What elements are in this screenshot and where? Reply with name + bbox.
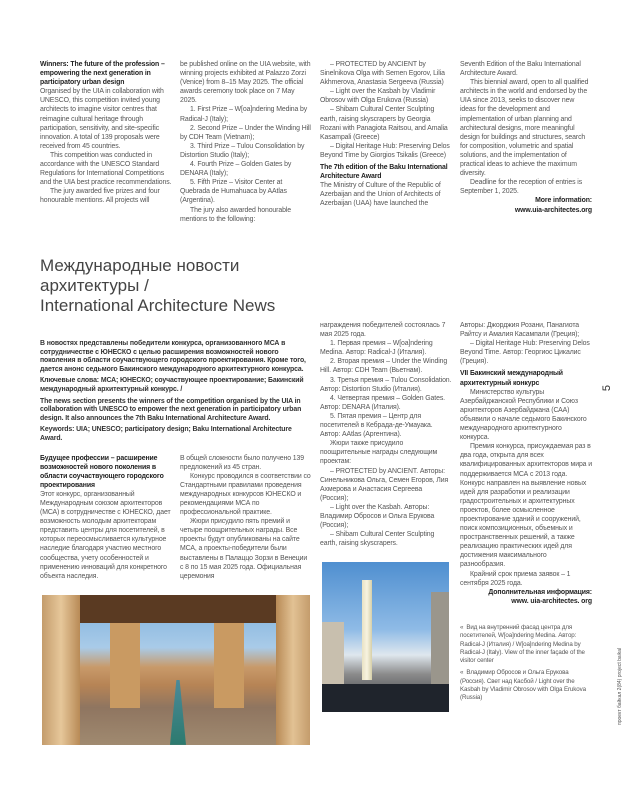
section-heading: The 7th edition of the Baku International Architecture Award xyxy=(320,163,452,181)
paragraph: 5. Пятая премия – Центр для посетителей в Кебрада-де-Умауака. Автор: AAtlas (Аргентина). xyxy=(320,412,452,439)
left-content-block xyxy=(40,256,312,745)
paragraph: Премия конкурса, присуждаемая раз в два года, открыта для всех квалифицированных архитекторов мира и поддерживается МСА с 2013 года. Конкурс направлен на выявление новых идей для разработки и реализации градостроительных и архитектурных проектов, более осмысленное проектирование зданий и сооружений, поиск композиционных, объемных и пространственных решений, а также реализацию практических идей для достижения максимального разнообразия. xyxy=(460,442,592,569)
paragraph: – PROTECTED by ANCIENT by Sinelnikova Olga with Semen Egorov, Lilia Akhmerova, Anastasia Sergeeva (Russia) xyxy=(320,60,452,87)
section-heading: Winners: The future of the profession – empowering the next generation in participatory urban design xyxy=(40,60,172,87)
paragraph: Авторы: Джорджия Розани, Панагиота Райтсу и Амалия Касампали (Греция); xyxy=(460,321,592,339)
abstract-russian: В новостях представлены победители конкурса, организованного МСА в сотрудничестве с ЮНЕСКО с целью расширения возможностей нового поколения в области соучаствующего городского проектирования. Кроме того, дается анонс седьмого Бакинского международного архитектурного конкурса. xyxy=(40,340,308,374)
bottom-column-4 xyxy=(460,321,592,606)
paragraph: 4. Fourth Prize – Golden Gates by DENARA (Italy); xyxy=(180,160,312,178)
paragraph: Deadline for the reception of entries is September 1, 2025. xyxy=(460,178,592,196)
paragraph: The Ministry of Culture of the Republic of Azerbaijan and the Union of Architects of Azerbaijan (UAA) have launched the xyxy=(320,181,452,208)
paragraph: 2. Вторая премия – Under the Winding Hill. Автор: CDH Team (Вьетнам). xyxy=(320,357,452,375)
top-column-3 xyxy=(320,60,452,209)
paragraph: 5. Fifth Prize – Visitor Center at Quebrada de Humahuaca by AAtlas (Argentina). xyxy=(180,178,312,205)
paragraph: Жюри также присудило поощрительные награды следующим проектам: xyxy=(320,439,452,466)
paragraph: Этот конкурс, организованный Международным союзом архитекторов (МСА) в сотрудничестве с ЮНЕСКО, дает возможность молодым архитекторам представить центры для посетителей, в которых переосмысливается культурное наследие благодаря участию местного сообщества, учету особенностей и применению инноваций для конкретного объекта наследия. xyxy=(40,490,172,581)
bottom-columns-left xyxy=(40,454,312,581)
paragraph: – Light over the Kasbah by Vladimir Obrosov with Olga Erukova (Russia) xyxy=(320,87,452,105)
title-russian: Международные новости архитектуры / xyxy=(40,256,312,296)
keywords-russian: Ключевые слова: МСА; ЮНЕСКО; соучаствующее проектирование; Бакинский международный архитектурный конкурс. / xyxy=(40,377,308,394)
bottom-column-2 xyxy=(180,454,312,581)
paragraph: Seventh Edition of the Baku International Architecture Award. xyxy=(460,60,592,78)
paragraph: – Shibam Cultural Center Sculpting earth, raising skyscrapers by Georgia Rozani with Panagiota Raitsou, and Amalia Kasampali (Greece) xyxy=(320,105,452,141)
bottom-column-1 xyxy=(40,454,172,581)
caption-2 xyxy=(460,669,592,702)
more-info: More information: xyxy=(460,196,592,205)
paragraph: be published online on the UIA website, with winning projects exhibited at Palazzo Zorzi (Venice) from 8–15 May 2025. The official awards ceremony took place on 7 May 2025. xyxy=(180,60,312,105)
caption-text: Владимир Обросов и Ольга Ерукова (Россия). Свет над Касбой / Light over the Kasbah by Vladimir Obrosov with Olga Erukova (Russia) xyxy=(460,669,586,701)
paragraph: 4. Четвертая премия – Golden Gates. Автор: DENARA (Италия). xyxy=(320,394,452,412)
abstract xyxy=(40,340,308,444)
paragraph: 1. First Prize – W[oa]ndering Medina by Radical-J (Italy); xyxy=(180,105,312,123)
page-title xyxy=(40,256,312,316)
running-footer: проект байкал 2(84) project baikal xyxy=(617,648,623,725)
more-info: www. uia-architectes. org xyxy=(460,597,592,606)
paragraph: 1. Первая премия – W[oa]ndering Medina. Автор: Radical-J (Италия). xyxy=(320,339,452,357)
page-number: 5 xyxy=(601,385,613,391)
paragraph: This competition was conducted in accordance with the UNESCO Standard Regulations for International Competitions and the UIA best practice recommendations. xyxy=(40,151,172,187)
more-info: Дополнительная информация: xyxy=(460,588,592,597)
abstract-english: The news section presents the winners of the competition organised by the UIA in collaboration with UNESCO to empower the next generation in participatory urban design. It also announces the 7th Baku International Architecture Award. xyxy=(40,398,308,424)
paragraph: – Digital Heritage Hub: Preserving Delos Beyond Time by Giorgios Tsikalis (Greece) xyxy=(320,142,452,160)
keywords-english: Keywords: UIA; UNESCO; participatory design; Baku International Architecture Award. xyxy=(40,426,308,443)
paragraph: The jury awarded five prizes and four honourable mentions. All projects will xyxy=(40,187,172,205)
paragraph: Министерство культуры Азербайджанской Республики и Союз архитекторов Азербайджана (САА) объявили о начале седьмого Бакинского международного архитектурного конкурса. xyxy=(460,388,592,443)
paragraph: В общей сложности было получено 139 предложений из 45 стран. xyxy=(180,454,312,472)
caption-text: Вид на внутренний фасад центра для посетителей, W[oa]ndering Medina. Автор: Radical-J (Италия) / W[oa]ndering Medina by Radical-J (Italy). View of the inner façade of the visitor center xyxy=(460,624,585,664)
paragraph: – Light over the Kasbah. Авторы: Владимир Обросов и Ольга Ерукова (Россия); xyxy=(320,503,452,530)
paragraph: The jury also awarded honourable mentions to the following: xyxy=(180,206,312,224)
photo-light-over-kasbah xyxy=(322,562,449,712)
paragraph: 3. Third Prize – Tulou Consolidation by Distortion Studio (Italy); xyxy=(180,142,312,160)
top-column-2 xyxy=(180,60,312,224)
paragraph: – Digital Heritage Hub: Preserving Delos Beyond Time. Автор: Георгиос Цикалис (Греция). xyxy=(460,339,592,366)
section-heading: Будущее профессии – расширение возможностей нового поколения в области соучаствующего городского проектирования xyxy=(40,454,172,490)
captions xyxy=(460,624,592,703)
paragraph: Жюри присудило пять премий и четыре поощрительных награды. Все проекты будут опубликованы на сайте МСА, а проекты-победители были выставлены в Палаццо Зорзи в Венеции с 8 по 15 мая 2025 года. Официальная церемония xyxy=(180,517,312,581)
bottom-column-4-block xyxy=(460,321,592,707)
title-english: International Architecture News xyxy=(40,296,312,316)
bottom-column-3-block xyxy=(320,321,452,712)
more-info: www.uia-architectes.org xyxy=(460,206,592,215)
paragraph: – PROTECTED by ANCIENT. Авторы: Синельникова Ольга, Семен Егоров, Лия Ахмерова и Анастасия Сергеева (Россия); xyxy=(320,467,452,503)
paragraph: награждения победителей состоялась 7 мая 2025 года. xyxy=(320,321,452,339)
paragraph: This biennial award, open to all qualified architects in the world and endorsed by the UIA since 2013, seeks to discover new ideas for the development and implementation of urban planning and architectural designs, more meaningful design for buildings and structures, search for composition, volumetric and spatial solutions, and the implementation of practical ideas to achieve the maximum diversity. xyxy=(460,78,592,178)
section-heading: VII Бакинский международный архитектурный конкурс xyxy=(460,369,592,387)
top-column-1 xyxy=(40,60,172,206)
paragraph: – Shibam Cultural Center Sculpting earth, raising skyscrapers. xyxy=(320,530,452,548)
paragraph: Конкурс проводился в соответствии со Стандартными правилами проведения международных конкурсов ЮНЕСКО и рекомендациями МСА по профессиональной практике. xyxy=(180,472,312,517)
paragraph: Organised by the UIA in collaboration with UNESCO, this competition invited young architects to imagine visitor centres that reimagine cultural heritage through participation, sensitivity, and site-specific innovation. A total of 139 proposals were received from 45 countries. xyxy=(40,87,172,151)
paragraph: 3. Третья премия – Tulou Consolidation. Автор: Distortion Studio (Италия). xyxy=(320,376,452,394)
photo-wandering-medina xyxy=(42,595,310,745)
paragraph: Крайний срок приема заявок – 1 сентября 2025 года. xyxy=(460,570,592,588)
top-column-4 xyxy=(460,60,592,215)
paragraph: 2. Second Prize – Under the Winding Hill by CDH Team (Vietnam); xyxy=(180,124,312,142)
caption-1 xyxy=(460,624,592,665)
bottom-column-3 xyxy=(320,321,452,548)
caption-arrow-icon: « xyxy=(460,669,463,676)
caption-arrow-icon: « xyxy=(460,624,463,631)
